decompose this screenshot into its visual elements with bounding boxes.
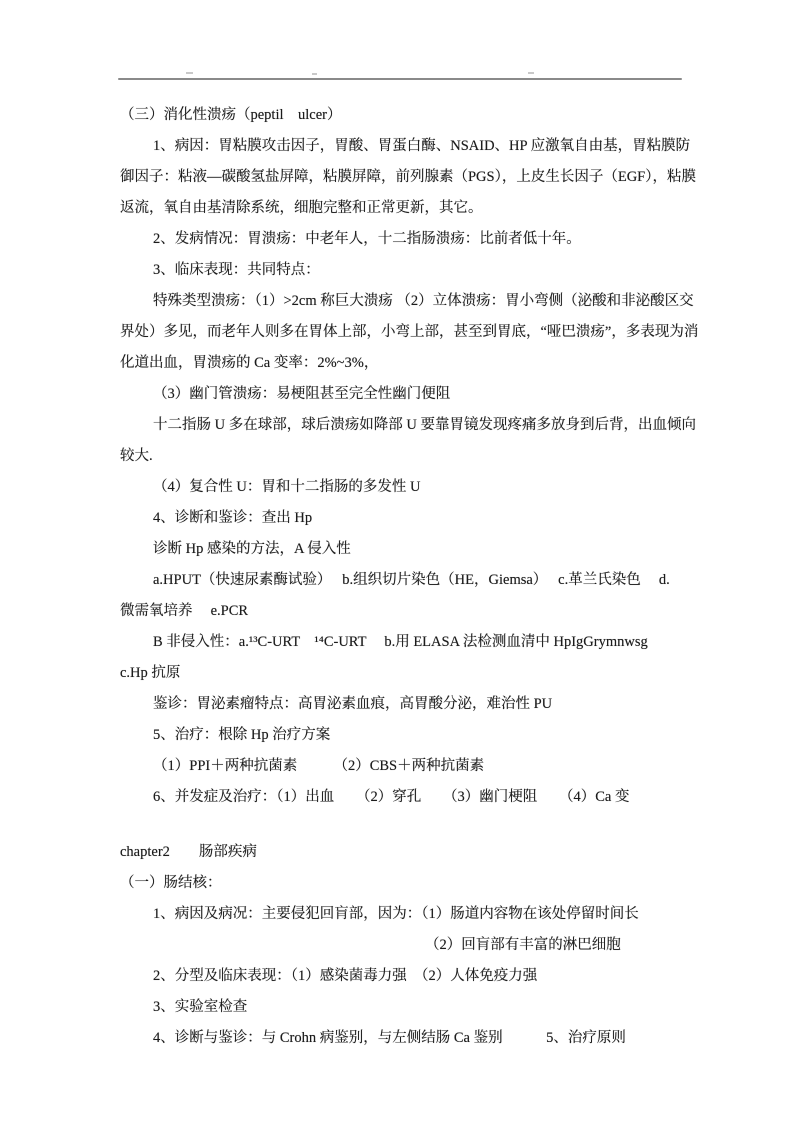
text-line: （2）回肓部有丰富的淋巴细胞 (425, 937, 621, 953)
text-line: 鉴诊：胃泌素瘤特点：高胃泌素血痕，高胃酸分泌，难治性 PU (153, 696, 553, 712)
text-line: 界处）多见，而老年人则多在胃体上部，小弯上部，甚至到胃底，“哑巴溃疡”，多表现为消 (120, 324, 699, 340)
header-rule (118, 78, 682, 80)
text-line: 2、发病情况：胃溃疡：中老年人，十二指肠溃疡：比前者低十年。 (153, 231, 581, 247)
scan-artifact (528, 72, 534, 74)
text-line: 3、实验室检查 (153, 999, 248, 1015)
text-line: 4、诊断和鉴诊：查出 Hp (153, 510, 313, 526)
scan-artifact (312, 73, 317, 75)
text-line: 化道出血，胃溃疡的 Ca 变率：2%~3%， (120, 355, 379, 371)
text-line: 2、分型及临床表现：（1）感染菌毒力强 （2）人体免疫力强 (153, 968, 538, 984)
text-line: （4）复合性 U：胃和十二指肠的多发性 U (153, 479, 421, 495)
scan-artifact (186, 72, 193, 74)
text-line: 诊断 Hp 感染的方法，A 侵入性 (153, 541, 351, 557)
text-line: 微需氧培养 e.PCR (120, 603, 249, 619)
text-line: 1、病因：胃粘膜攻击因子，胃酸、胃蛋白酶、NSAID、HP 应激氧自由基，胃粘膜防 (153, 138, 691, 154)
text-line: B 非侵入性：a.¹³C-URT ¹⁴C-URT b.用 ELASA 法检测血清中 HpIgGrymnwsg (153, 634, 648, 650)
text-line: 4、诊断与鉴诊：与 Crohn 病鉴别，与左侧结肠 Ca 鉴别 5、治疗原则 (153, 1030, 626, 1046)
text-line: 3、临床表现：共同特点： (153, 262, 320, 278)
text-line: 御因子：粘液—碳酸氢盐屏障，粘膜屏障，前列腺素（PGS），上皮生长因子（EGF），粘膜 (120, 169, 696, 185)
text-line: （3）幽门管溃疡：易梗阻甚至完全性幽门便阻 (153, 386, 451, 402)
text-line: （1）PPI＋两种抗菌素 （2）CBS＋两种抗菌素 (153, 758, 485, 774)
text-line: chapter2 肠部疾病 (120, 844, 257, 860)
text-line: 6、并发症及治疗：（1）出血 （2）穿孔 （3）幽门梗阻 （4）Ca 变 (153, 789, 630, 805)
text-line: a.HPUT（快速尿素酶试验） b.组织切片染色（HE，Giemsa） c.革兰氏染色 d. (153, 572, 670, 588)
text-line: 1、病因及病况：主要侵犯回肓部，因为：（1）肠道内容物在该处停留时间长 (153, 906, 639, 922)
text-line: 较大. (120, 448, 153, 464)
text-line: 特殊类型溃疡：（1）>2cm 称巨大溃疡 （2）立体溃疡：胃小弯侧（泌酸和非泌酸区交 (153, 293, 694, 309)
document-body (120, 100, 712, 1054)
text-line: （一）肠结核： (120, 875, 222, 891)
text-line: 5、治疗：根除 Hp 治疗方案 (153, 727, 331, 743)
text-line: （三）消化性溃疡（peptil ulcer） (120, 107, 342, 123)
text-line: 十二指肠 U 多在球部，球后溃疡如降部 U 要靠胃镜发现疼痛多放身到后背，出血倾向 (153, 417, 696, 433)
text-line: 返流，氧自由基清除系统，细胞完整和正常更新，其它。 (120, 200, 483, 216)
text-line: c.Hp 抗原 (120, 665, 181, 681)
